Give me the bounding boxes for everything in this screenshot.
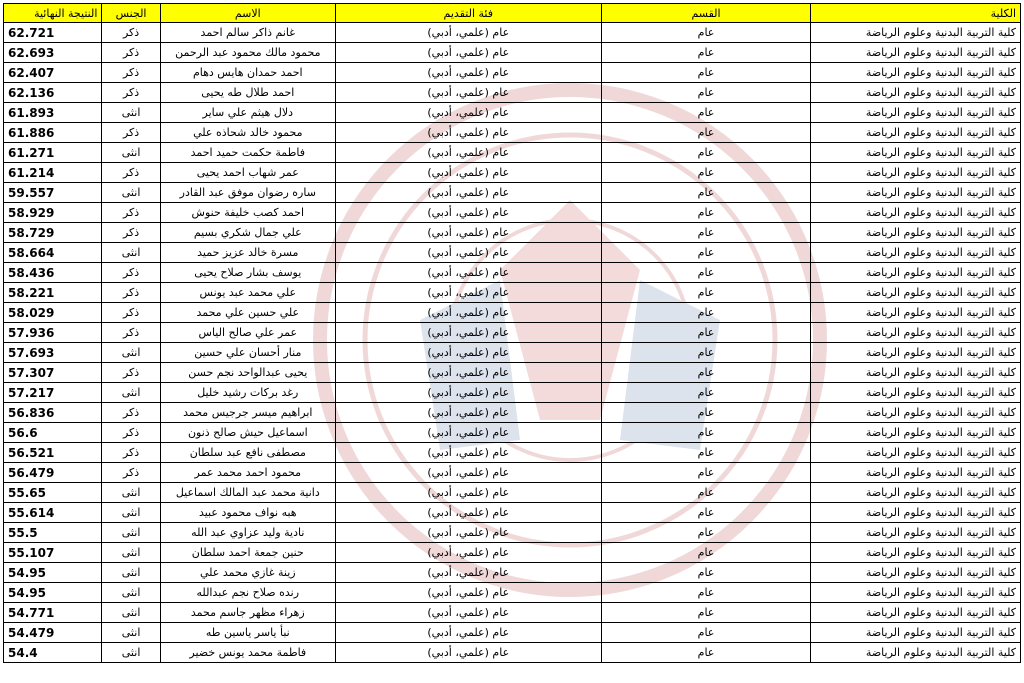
cell-dept: عام — [601, 183, 811, 203]
cell-result: 56.479 — [4, 463, 102, 483]
cell-name: ابراهيم ميسر جرجيس محمد — [160, 403, 335, 423]
cell-result: 58.221 — [4, 283, 102, 303]
cell-gender: انثى — [102, 623, 160, 643]
table-row — [4, 543, 1021, 563]
cell-category: عام (علمي، أدبي) — [335, 603, 601, 623]
cell-gender: انثى — [102, 643, 160, 663]
cell-category: عام (علمي، أدبي) — [335, 123, 601, 143]
cell-category: عام (علمي، أدبي) — [335, 643, 601, 663]
table-row — [4, 303, 1021, 323]
table-row — [4, 503, 1021, 523]
cell-gender: انثى — [102, 383, 160, 403]
cell-category: عام (علمي، أدبي) — [335, 163, 601, 183]
table-row — [4, 383, 1021, 403]
table-row — [4, 603, 1021, 623]
cell-college: كلية التربية البدنية وعلوم الرياضة — [811, 523, 1021, 543]
cell-college: كلية التربية البدنية وعلوم الرياضة — [811, 123, 1021, 143]
cell-result: 56.521 — [4, 443, 102, 463]
cell-result: 54.479 — [4, 623, 102, 643]
cell-name: رنده صلاح نجم عبدالله — [160, 583, 335, 603]
cell-dept: عام — [601, 443, 811, 463]
cell-result: 57.693 — [4, 343, 102, 363]
cell-result: 61.271 — [4, 143, 102, 163]
table-row — [4, 623, 1021, 643]
cell-category: عام (علمي، أدبي) — [335, 283, 601, 303]
table-row — [4, 243, 1021, 263]
cell-dept: عام — [601, 343, 811, 363]
cell-name: فاطمة محمد يونس خضير — [160, 643, 335, 663]
table-row — [4, 323, 1021, 343]
cell-result: 55.107 — [4, 543, 102, 563]
cell-result: 57.936 — [4, 323, 102, 343]
cell-dept: عام — [601, 423, 811, 443]
cell-dept: عام — [601, 163, 811, 183]
cell-college: كلية التربية البدنية وعلوم الرياضة — [811, 143, 1021, 163]
cell-category: عام (علمي، أدبي) — [335, 143, 601, 163]
table-row — [4, 563, 1021, 583]
cell-name: منار أحسان علي حسين — [160, 343, 335, 363]
cell-dept: عام — [601, 563, 811, 583]
cell-name: علي حسين علي محمد — [160, 303, 335, 323]
cell-gender: انثى — [102, 543, 160, 563]
cell-result: 58.436 — [4, 263, 102, 283]
cell-name: فاطمة حكمت حميد احمد — [160, 143, 335, 163]
cell-college: كلية التربية البدنية وعلوم الرياضة — [811, 643, 1021, 663]
cell-gender: انثى — [102, 503, 160, 523]
cell-result: 58.729 — [4, 223, 102, 243]
cell-name: دلال هيثم علي ساير — [160, 103, 335, 123]
cell-name: يوسف بشار صلاح يحيى — [160, 263, 335, 283]
cell-result: 58.664 — [4, 243, 102, 263]
cell-name: محمود احمد محمد عمر — [160, 463, 335, 483]
cell-gender: ذكر — [102, 443, 160, 463]
cell-result: 61.214 — [4, 163, 102, 183]
table-row — [4, 423, 1021, 443]
cell-category: عام (علمي، أدبي) — [335, 23, 601, 43]
cell-category: عام (علمي، أدبي) — [335, 103, 601, 123]
cell-dept: عام — [601, 323, 811, 343]
cell-name: عمر علي صالح الياس — [160, 323, 335, 343]
cell-result: 59.557 — [4, 183, 102, 203]
cell-name: غانم ذاكر سالم احمد — [160, 23, 335, 43]
cell-college: كلية التربية البدنية وعلوم الرياضة — [811, 563, 1021, 583]
cell-dept: عام — [601, 23, 811, 43]
cell-name: مسرة خالد عزيز حميد — [160, 243, 335, 263]
cell-dept: عام — [601, 83, 811, 103]
header-category: فئة التقديم — [335, 4, 601, 23]
cell-college: كلية التربية البدنية وعلوم الرياضة — [811, 243, 1021, 263]
cell-gender: انثى — [102, 183, 160, 203]
cell-gender: انثى — [102, 343, 160, 363]
table-row — [4, 403, 1021, 423]
cell-category: عام (علمي، أدبي) — [335, 583, 601, 603]
table-row — [4, 183, 1021, 203]
cell-result: 54.771 — [4, 603, 102, 623]
cell-category: عام (علمي، أدبي) — [335, 383, 601, 403]
cell-college: كلية التربية البدنية وعلوم الرياضة — [811, 363, 1021, 383]
cell-category: عام (علمي، أدبي) — [335, 523, 601, 543]
cell-name: محمود خالد شحاذه علي — [160, 123, 335, 143]
cell-college: كلية التربية البدنية وعلوم الرياضة — [811, 403, 1021, 423]
cell-result: 56.836 — [4, 403, 102, 423]
cell-result: 57.307 — [4, 363, 102, 383]
cell-name: علي محمد عبد يونس — [160, 283, 335, 303]
header-row — [4, 4, 1021, 23]
cell-dept: عام — [601, 303, 811, 323]
cell-category: عام (علمي، أدبي) — [335, 543, 601, 563]
cell-result: 62.693 — [4, 43, 102, 63]
table-row — [4, 443, 1021, 463]
cell-category: عام (علمي، أدبي) — [335, 563, 601, 583]
table-row — [4, 363, 1021, 383]
cell-gender: ذكر — [102, 203, 160, 223]
cell-dept: عام — [601, 623, 811, 643]
cell-dept: عام — [601, 403, 811, 423]
cell-category: عام (علمي، أدبي) — [335, 83, 601, 103]
cell-college: كلية التربية البدنية وعلوم الرياضة — [811, 543, 1021, 563]
cell-category: عام (علمي، أدبي) — [335, 423, 601, 443]
cell-college: كلية التربية البدنية وعلوم الرياضة — [811, 303, 1021, 323]
cell-dept: عام — [601, 463, 811, 483]
cell-category: عام (علمي، أدبي) — [335, 203, 601, 223]
cell-gender: انثى — [102, 103, 160, 123]
cell-dept: عام — [601, 643, 811, 663]
cell-result: 61.886 — [4, 123, 102, 143]
cell-category: عام (علمي، أدبي) — [335, 503, 601, 523]
cell-dept: عام — [601, 383, 811, 403]
cell-gender: ذكر — [102, 283, 160, 303]
table-row — [4, 343, 1021, 363]
cell-name: اسماعيل حيش صالح ذنون — [160, 423, 335, 443]
cell-category: عام (علمي، أدبي) — [335, 623, 601, 643]
table-row — [4, 63, 1021, 83]
cell-name: مصطفى نافع عبد سلطان — [160, 443, 335, 463]
header-college: الكلية — [811, 4, 1021, 23]
cell-gender: انثى — [102, 603, 160, 623]
cell-gender: انثى — [102, 143, 160, 163]
cell-college: كلية التربية البدنية وعلوم الرياضة — [811, 103, 1021, 123]
cell-college: كلية التربية البدنية وعلوم الرياضة — [811, 263, 1021, 283]
cell-category: عام (علمي، أدبي) — [335, 183, 601, 203]
table-row — [4, 583, 1021, 603]
cell-category: عام (علمي، أدبي) — [335, 223, 601, 243]
cell-name: حنين جمعة احمد سلطان — [160, 543, 335, 563]
cell-gender: ذكر — [102, 63, 160, 83]
cell-category: عام (علمي، أدبي) — [335, 263, 601, 283]
cell-dept: عام — [601, 43, 811, 63]
cell-dept: عام — [601, 203, 811, 223]
cell-college: كلية التربية البدنية وعلوم الرياضة — [811, 383, 1021, 403]
cell-gender: ذكر — [102, 83, 160, 103]
cell-category: عام (علمي، أدبي) — [335, 343, 601, 363]
cell-name: عمر شهاب احمد يحيى — [160, 163, 335, 183]
cell-name: احمد طلال طه يحيى — [160, 83, 335, 103]
cell-gender: ذكر — [102, 363, 160, 383]
cell-gender: ذكر — [102, 263, 160, 283]
cell-name: محمود مالك محمود عبد الرحمن — [160, 43, 335, 63]
cell-dept: عام — [601, 503, 811, 523]
cell-name: علي جمال شكري بسيم — [160, 223, 335, 243]
cell-gender: ذكر — [102, 123, 160, 143]
header-dept: القسم — [601, 4, 811, 23]
table-row — [4, 643, 1021, 663]
cell-name: زينة غازي محمد علي — [160, 563, 335, 583]
cell-category: عام (علمي، أدبي) — [335, 363, 601, 383]
cell-college: كلية التربية البدنية وعلوم الرياضة — [811, 23, 1021, 43]
cell-college: كلية التربية البدنية وعلوم الرياضة — [811, 163, 1021, 183]
cell-result: 62.136 — [4, 83, 102, 103]
cell-result: 54.95 — [4, 583, 102, 603]
cell-college: كلية التربية البدنية وعلوم الرياضة — [811, 223, 1021, 243]
cell-dept: عام — [601, 583, 811, 603]
cell-college: كلية التربية البدنية وعلوم الرياضة — [811, 183, 1021, 203]
header-result: النتيجة النهائية — [4, 4, 102, 23]
cell-gender: انثى — [102, 523, 160, 543]
cell-name: نادية وليد عزاوي عبد الله — [160, 523, 335, 543]
cell-result: 55.5 — [4, 523, 102, 543]
cell-dept: عام — [601, 543, 811, 563]
cell-category: عام (علمي، أدبي) — [335, 243, 601, 263]
cell-result: 61.893 — [4, 103, 102, 123]
cell-result: 62.407 — [4, 63, 102, 83]
cell-dept: عام — [601, 483, 811, 503]
cell-gender: ذكر — [102, 403, 160, 423]
cell-name: هبه نواف محمود عبيد — [160, 503, 335, 523]
cell-result: 56.6 — [4, 423, 102, 443]
table-row — [4, 163, 1021, 183]
cell-college: كلية التربية البدنية وعلوم الرياضة — [811, 483, 1021, 503]
cell-name: احمد كصب خليفة حنوش — [160, 203, 335, 223]
table-row — [4, 123, 1021, 143]
cell-name: يحيى عبدالواحد نجم حسن — [160, 363, 335, 383]
cell-college: كلية التربية البدنية وعلوم الرياضة — [811, 43, 1021, 63]
cell-college: كلية التربية البدنية وعلوم الرياضة — [811, 323, 1021, 343]
cell-name: رغد بركات رشيد خليل — [160, 383, 335, 403]
cell-result: 54.4 — [4, 643, 102, 663]
cell-gender: انثى — [102, 583, 160, 603]
results-table — [3, 3, 1021, 663]
table-row — [4, 523, 1021, 543]
cell-category: عام (علمي، أدبي) — [335, 463, 601, 483]
cell-gender: انثى — [102, 563, 160, 583]
cell-name: زهراء مظهر جاسم محمد — [160, 603, 335, 623]
cell-gender: ذكر — [102, 223, 160, 243]
cell-gender: ذكر — [102, 303, 160, 323]
cell-dept: عام — [601, 243, 811, 263]
cell-dept: عام — [601, 283, 811, 303]
cell-college: كلية التربية البدنية وعلوم الرياضة — [811, 63, 1021, 83]
cell-name: احمد حمدان هايس دهام — [160, 63, 335, 83]
cell-gender: ذكر — [102, 43, 160, 63]
cell-gender: ذكر — [102, 423, 160, 443]
cell-name: دانية محمد عبد المالك اسماعيل — [160, 483, 335, 503]
cell-result: 54.95 — [4, 563, 102, 583]
table-row — [4, 203, 1021, 223]
cell-college: كلية التربية البدنية وعلوم الرياضة — [811, 603, 1021, 623]
table-row — [4, 103, 1021, 123]
cell-category: عام (علمي، أدبي) — [335, 483, 601, 503]
cell-college: كلية التربية البدنية وعلوم الرياضة — [811, 283, 1021, 303]
table-row — [4, 143, 1021, 163]
results-sheet — [3, 3, 1021, 676]
cell-dept: عام — [601, 223, 811, 243]
table-row — [4, 463, 1021, 483]
cell-category: عام (علمي، أدبي) — [335, 323, 601, 343]
cell-college: كلية التربية البدنية وعلوم الرياضة — [811, 583, 1021, 603]
table-row — [4, 263, 1021, 283]
cell-college: كلية التربية البدنية وعلوم الرياضة — [811, 203, 1021, 223]
cell-gender: انثى — [102, 243, 160, 263]
header-name: الاسم — [160, 4, 335, 23]
cell-gender: ذكر — [102, 463, 160, 483]
cell-gender: ذكر — [102, 163, 160, 183]
cell-result: 55.614 — [4, 503, 102, 523]
cell-result: 58.929 — [4, 203, 102, 223]
cell-dept: عام — [601, 603, 811, 623]
cell-dept: عام — [601, 363, 811, 383]
cell-college: كلية التربية البدنية وعلوم الرياضة — [811, 423, 1021, 443]
cell-dept: عام — [601, 143, 811, 163]
cell-gender: ذكر — [102, 23, 160, 43]
cell-college: كلية التربية البدنية وعلوم الرياضة — [811, 343, 1021, 363]
table-row — [4, 43, 1021, 63]
cell-result: 62.721 — [4, 23, 102, 43]
header-gender: الجنس — [102, 4, 160, 23]
table-row — [4, 283, 1021, 303]
cell-category: عام (علمي، أدبي) — [335, 303, 601, 323]
cell-result: 58.029 — [4, 303, 102, 323]
cell-college: كلية التربية البدنية وعلوم الرياضة — [811, 443, 1021, 463]
cell-result: 55.65 — [4, 483, 102, 503]
cell-result: 57.217 — [4, 383, 102, 403]
cell-dept: عام — [601, 63, 811, 83]
cell-dept: عام — [601, 103, 811, 123]
cell-name: نبأ ياسر ياسين طه — [160, 623, 335, 643]
cell-dept: عام — [601, 523, 811, 543]
cell-college: كلية التربية البدنية وعلوم الرياضة — [811, 83, 1021, 103]
cell-name: ساره رضوان موفق عبد القادر — [160, 183, 335, 203]
cell-category: عام (علمي، أدبي) — [335, 63, 601, 83]
cell-category: عام (علمي، أدبي) — [335, 443, 601, 463]
table-row — [4, 23, 1021, 43]
cell-category: عام (علمي، أدبي) — [335, 403, 601, 423]
table-row — [4, 483, 1021, 503]
cell-college: كلية التربية البدنية وعلوم الرياضة — [811, 503, 1021, 523]
cell-category: عام (علمي، أدبي) — [335, 43, 601, 63]
table-row — [4, 83, 1021, 103]
cell-dept: عام — [601, 123, 811, 143]
cell-dept: عام — [601, 263, 811, 283]
cell-gender: انثى — [102, 483, 160, 503]
cell-college: كلية التربية البدنية وعلوم الرياضة — [811, 463, 1021, 483]
table-row — [4, 223, 1021, 243]
cell-gender: ذكر — [102, 323, 160, 343]
cell-college: كلية التربية البدنية وعلوم الرياضة — [811, 623, 1021, 643]
